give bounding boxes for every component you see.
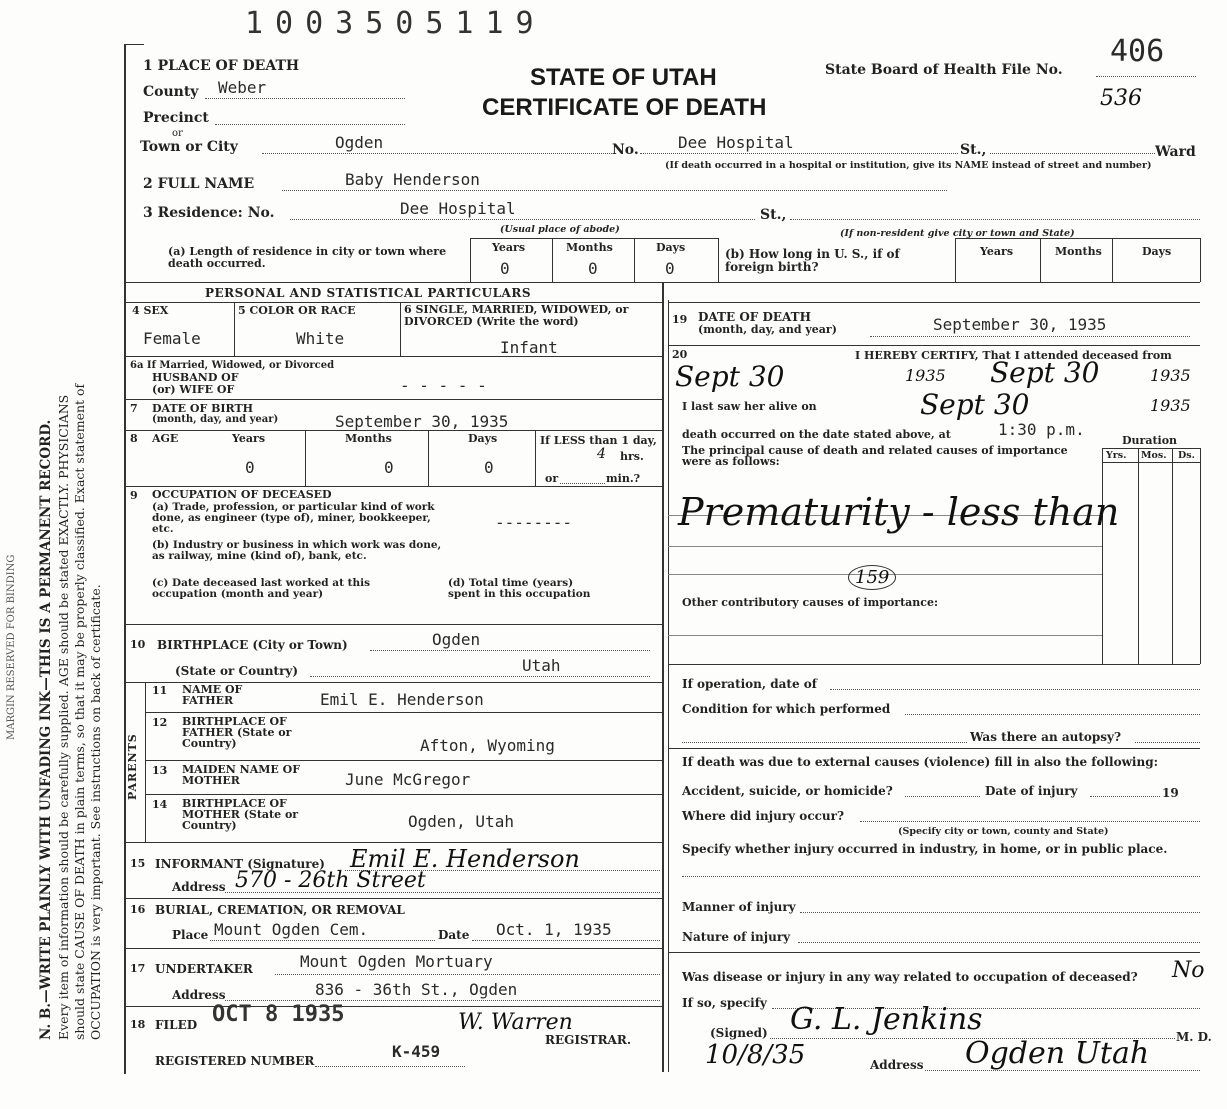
residence-years: 0 [500, 259, 510, 278]
personal-heading: PERSONAL AND STATISTICAL PARTICULARS [205, 286, 532, 300]
precinct-label: Precinct [143, 110, 209, 126]
hospital-note: (If death occurred in a hospital or institution, give its NAME instead of street and number) [665, 160, 1152, 171]
cause-code: 159 [848, 565, 896, 590]
race-label: 5 COLOR OR RACE [238, 304, 356, 317]
or-label: or [172, 128, 183, 139]
informant-address-label: Address [172, 880, 226, 894]
registered-number: K-459 [392, 1042, 441, 1061]
burial-place: Mount Ogden Cem. [214, 920, 369, 939]
town-label: Town or City [140, 139, 238, 155]
duration-years-header: Yrs. [1106, 450, 1127, 461]
principal-cause-label: The principal cause of death and related causes of importance were as follows: [682, 444, 1068, 468]
occupation-a-label: (a) Trade, profession, or particular kind of work done, as engineer (type of), miner, bookkeeper, etc. [152, 501, 435, 535]
attended-from-year: 1935 [905, 366, 946, 385]
burial-date: Oct. 1, 1935 [496, 920, 612, 939]
age-days: 0 [484, 458, 494, 477]
town-value: Ogden [335, 133, 384, 152]
dob-label-2: (month, day, and year) [152, 414, 279, 425]
full-name-value: Baby Henderson [345, 170, 480, 189]
days-header: Days [656, 241, 686, 254]
spouse-label-1: 6a If Married, Widowed, or Divorced [130, 360, 335, 371]
burial-place-label: Place [172, 928, 209, 942]
min-label: min.? [606, 472, 641, 485]
instruction-line-2: Every item of information should be carefully supplied. AGE should be stated EXACTLY. PHYSICIANS [56, 394, 71, 1040]
place-of-death-label: 1 PLACE OF DEATH [143, 58, 300, 74]
spouse-label-2: HUSBAND OF [152, 371, 239, 384]
date-of-death-label-2: (month, day, and year) [698, 323, 837, 336]
residence-label: 3 Residence: No. [143, 205, 275, 221]
external-causes-label: If death was due to external causes (violence) fill in also the following: [682, 755, 1159, 769]
informant-label: INFORMANT (Signature) [155, 857, 325, 871]
manner-label: Manner of injury [682, 900, 796, 914]
occupation-b-label: (b) Industry or business in which work was done, as railway, mine (kind of), bank, etc. [152, 539, 442, 562]
parents-side-label: PARENTS [126, 733, 139, 800]
registered-number-label: REGISTERED NUMBER [155, 1054, 315, 1068]
file-number: 406 [1110, 34, 1165, 69]
sex-label: 4 SEX [132, 304, 169, 317]
autopsy-label: Was there an autopsy? [970, 730, 1122, 744]
residence-days: 0 [665, 259, 675, 278]
marital-label: 6 SINGLE, MARRIED, WIDOWED, or DIVORCED (Write the word) [404, 303, 629, 328]
undertaker-name: Mount Ogden Mortuary [300, 952, 493, 971]
occupation-a-value: -------- [495, 513, 573, 532]
sex-value: Female [143, 329, 201, 348]
instruction-sidebar [0, 0, 125, 1109]
state-title: STATE OF UTAH [530, 64, 717, 91]
attended-to-year: 1935 [1150, 366, 1191, 385]
operation-condition-label: Condition for which performed [682, 702, 891, 716]
last-saw-date: Sept 30 [920, 388, 1030, 421]
occupation-related-label: Was disease or injury in any way related to occupation of deceased? [682, 970, 1138, 984]
foreign-birth-label: (b) How long in U. S., if of foreign birth? [725, 247, 900, 274]
spouse-label-3: (or) WIFE OF [152, 383, 235, 396]
mother-name-label: MAIDEN NAME OF MOTHER [182, 763, 301, 787]
undertaker-label: UNDERTAKER [155, 962, 253, 976]
injury-date-label: Date of injury [985, 784, 1078, 798]
years-header: Years [492, 241, 526, 254]
if-so-label: If so, specify [682, 996, 767, 1010]
signature-date: 10/8/35 [705, 1040, 806, 1070]
st-label: St., [960, 142, 987, 158]
instruction-line-3: should state CAUSE OF DEATH in plain terms, so that it may be properly classified. Exact statement of [72, 383, 87, 1040]
father-birthplace: Afton, Wyoming [420, 736, 555, 755]
physician-address: Ogden Utah [965, 1036, 1150, 1071]
serial-number: 1003505119 [245, 6, 546, 41]
age-days-header: Days [468, 432, 498, 445]
occupation-d-label: (d) Total time (years) spent in this occupation [448, 577, 591, 600]
mother-name: June McGregor [345, 770, 471, 789]
certify-text: I HEREBY CERTIFY, That I attended deceased from [855, 349, 1172, 362]
date-of-death: September 30, 1935 [933, 315, 1107, 334]
file-number-handwritten: 536 [1100, 86, 1142, 111]
age-label: AGE [152, 432, 179, 445]
residence-months: 0 [588, 259, 598, 278]
occupation-related-value: No [1172, 958, 1205, 983]
occupation-label: OCCUPATION OF DECEASED [152, 488, 332, 501]
informant-address: 570 - 26th Street [235, 868, 426, 893]
nonresident-note: (If non-resident give city or town and State) [840, 228, 1075, 239]
marital-value: Infant [500, 338, 558, 357]
age-months: 0 [384, 458, 394, 477]
hospital-value: Dee Hospital [678, 133, 794, 152]
undertaker-address: 836 - 36th St., Ogden [315, 980, 518, 999]
ward-label: Ward [1155, 144, 1196, 160]
birthplace-state-label: (State or Country) [175, 664, 299, 678]
duration-months-header: Mos. [1141, 450, 1167, 461]
us-months-header: Months [1055, 245, 1102, 258]
mother-birthplace-label: BIRTHPLACE OF MOTHER (State or Country) [182, 797, 299, 832]
accident-label: Accident, suicide, or homicide? [682, 784, 893, 798]
last-saw-label: I last saw her alive on [682, 400, 817, 413]
registrar-label: REGISTRAR. [545, 1033, 632, 1047]
md-label: M. D. [1176, 1030, 1212, 1044]
county-value: Weber [218, 78, 267, 97]
mother-birthplace: Ogden, Utah [408, 812, 514, 831]
registrar-signature: W. Warren [458, 1010, 573, 1035]
last-saw-year: 1935 [1150, 396, 1191, 415]
age-years-header: Years [232, 432, 266, 445]
operation-date-label: If operation, date of [682, 677, 817, 691]
less-than-day-label: If LESS than 1 day, [540, 434, 657, 447]
date-of-death-label-1: DATE OF DEATH [698, 310, 811, 324]
burial-label: BURIAL, CREMATION, OR REMOVAL [155, 903, 405, 917]
principal-cause: Prematurity - less than [678, 490, 1120, 534]
specify-city-note: (Specify city or town, county and State) [898, 826, 1109, 837]
attended-from: Sept 30 [675, 360, 785, 393]
dob-label-1: DATE OF BIRTH [152, 402, 254, 415]
signed-label: (Signed) [710, 1026, 768, 1040]
hours-label: hrs. [620, 450, 644, 463]
informant-signature: Emil E. Henderson [350, 845, 580, 873]
birthplace-label: BIRTHPLACE (City or Town) [157, 638, 348, 652]
duration-label: Duration [1122, 434, 1178, 447]
race-value: White [296, 329, 345, 348]
death-occurred-label: death occurred on the date stated above, at [682, 428, 951, 441]
street-no-label: No. [612, 142, 639, 158]
months-header: Months [566, 241, 613, 254]
father-name: Emil E. Henderson [320, 690, 484, 709]
father-name-label: NAME OF FATHER [182, 683, 243, 707]
injury-date-year: 19 [1162, 786, 1179, 800]
usual-abode-note: (Usual place of abode) [500, 224, 620, 235]
spouse-value: - - - - - [400, 376, 487, 395]
us-days-header: Days [1142, 245, 1172, 258]
injury-where-label: Where did injury occur? [682, 809, 845, 823]
filed-date: OCT 8 1935 [212, 1002, 345, 1027]
death-time: 1:30 p.m. [998, 420, 1085, 439]
attended-to: Sept 30 [990, 356, 1100, 389]
us-years-header: Years [980, 245, 1014, 258]
residence-st-label: St., [760, 207, 787, 223]
burial-date-label: Date [438, 928, 470, 942]
full-name-label: 2 FULL NAME [143, 176, 255, 192]
birthplace-city: Ogden [432, 630, 481, 649]
certificate-title: CERTIFICATE OF DEATH [482, 94, 767, 121]
instruction-line-4: OCCUPATION is very important. See instructions on back of certificate. [88, 584, 103, 1040]
residence-value: Dee Hospital [400, 199, 516, 218]
duration-days-header: Ds. [1178, 450, 1195, 461]
birthplace-state: Utah [522, 656, 561, 675]
physician-signature: G. L. Jenkins [790, 1002, 983, 1037]
binding-margin-note: MARGIN RESERVED FOR BINDING [6, 554, 17, 740]
hours-value: 4 [597, 446, 606, 462]
county-label: County [143, 84, 199, 100]
dob-value: September 30, 1935 [335, 412, 509, 431]
physician-address-label: Address [870, 1058, 924, 1072]
or-min-label: or [545, 472, 559, 485]
residence-length-label: (a) Length of residence in city or town where death occurred. [168, 245, 447, 270]
filed-label: FILED [155, 1018, 198, 1032]
specify-industry-label: Specify whether injury occurred in industry, in home, or in public place. [682, 842, 1168, 856]
undertaker-address-label: Address [172, 988, 226, 1002]
file-number-label: State Board of Health File No. [825, 62, 1063, 78]
age-months-header: Months [345, 432, 392, 445]
father-birthplace-label: BIRTHPLACE OF FATHER (State or Country) [182, 715, 292, 750]
age-years: 0 [245, 458, 255, 477]
other-causes-label: Other contributory causes of importance: [682, 596, 939, 609]
occupation-c-label: (c) Date deceased last worked at this occupation (month and year) [152, 577, 370, 600]
instruction-line-1: N. B.—WRITE PLAINLY WITH UNFADING INK—THIS IS A PERMANENT RECORD. [38, 419, 54, 1040]
nature-label: Nature of injury [682, 930, 791, 944]
